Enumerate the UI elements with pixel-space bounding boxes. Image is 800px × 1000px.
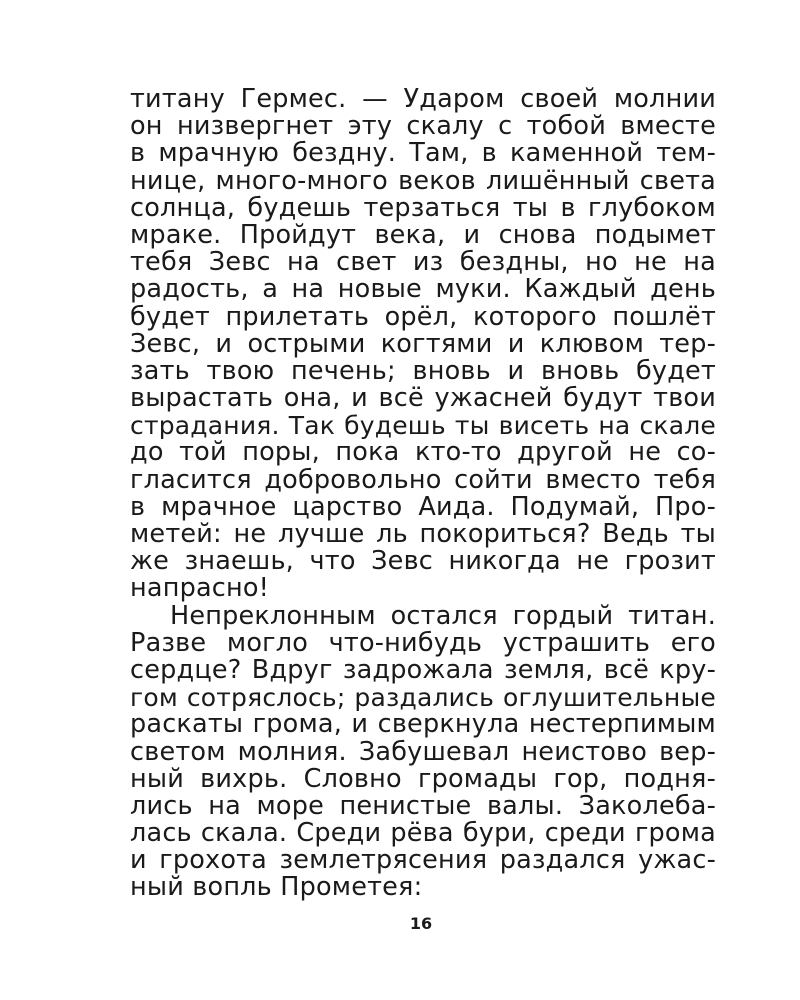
text-line: ный вихрь. Словно громады гор, подня- xyxy=(130,763,716,794)
text-line: он низвергнет эту скалу с тобой вместе xyxy=(130,111,716,142)
text-line: мраке. Пройдут века, и снова подымет xyxy=(130,219,716,250)
text-line: в мрачную бездну. Там, в каменной тем- xyxy=(130,138,716,169)
text-line: напрасно! xyxy=(130,573,270,604)
text-line: раскаты грома, и сверкнула нестерпимым xyxy=(130,709,716,740)
page-number: 16 xyxy=(409,914,433,933)
paragraph-2 xyxy=(130,600,716,903)
text-line: нице, много-много веков лишённый света xyxy=(130,165,716,196)
text-line: ный вопль Прометея: xyxy=(130,872,423,903)
text-line: лась скала. Среди рёва бури, среди грома xyxy=(130,818,716,849)
text-line: до той поры, пока кто-то другой не со- xyxy=(130,437,716,468)
text-line: гласится добровольно сойти вместо тебя xyxy=(130,464,716,495)
text-line: Зевс, и острыми когтями и клювом тер- xyxy=(130,328,716,359)
text-line: Непреклонным остался гордый титан. xyxy=(170,600,716,631)
text-line: радость, а на новые муки. Каждый день xyxy=(130,274,716,305)
text-line: зать твою печень; вновь и вновь будет xyxy=(130,355,716,386)
text-line: светом молния. Забушевал неистово вер- xyxy=(130,736,716,767)
text-line: же знаешь, что Зевс никогда не грозит xyxy=(130,546,716,577)
text-line: и грохота землетрясения раздался ужас- xyxy=(130,845,716,876)
text-line: метей: не лучше ль покориться? Ведь ты xyxy=(130,519,716,549)
page-text xyxy=(130,86,716,902)
text-line: в мрачное царство Аида. Подумай, Про- xyxy=(130,491,716,522)
text-line: тебя Зевс на свет из бездны, но не на xyxy=(130,247,716,278)
text-line: гом сотряслось; раздались оглушительные xyxy=(130,683,716,713)
text-line: страдания. Так будешь ты висеть на скале xyxy=(130,411,716,441)
text-line: вырастать она, и всё ужасней будут твои xyxy=(130,383,716,414)
text-line: сердце? Вдруг задрожала земля, всё кру- xyxy=(130,654,716,685)
text-line: солнца, будешь терзаться ты в глубоком xyxy=(130,192,716,223)
text-line: Разве могло что-нибудь устрашить его xyxy=(130,627,716,658)
text-line: титану Гермес. — Ударом своей молнии xyxy=(130,84,716,114)
text-line: будет прилетать орёл, которого пошлёт xyxy=(130,301,716,332)
paragraph-1 xyxy=(130,86,716,603)
text-line: лись на море пенистые валы. Заколеба- xyxy=(130,790,716,821)
